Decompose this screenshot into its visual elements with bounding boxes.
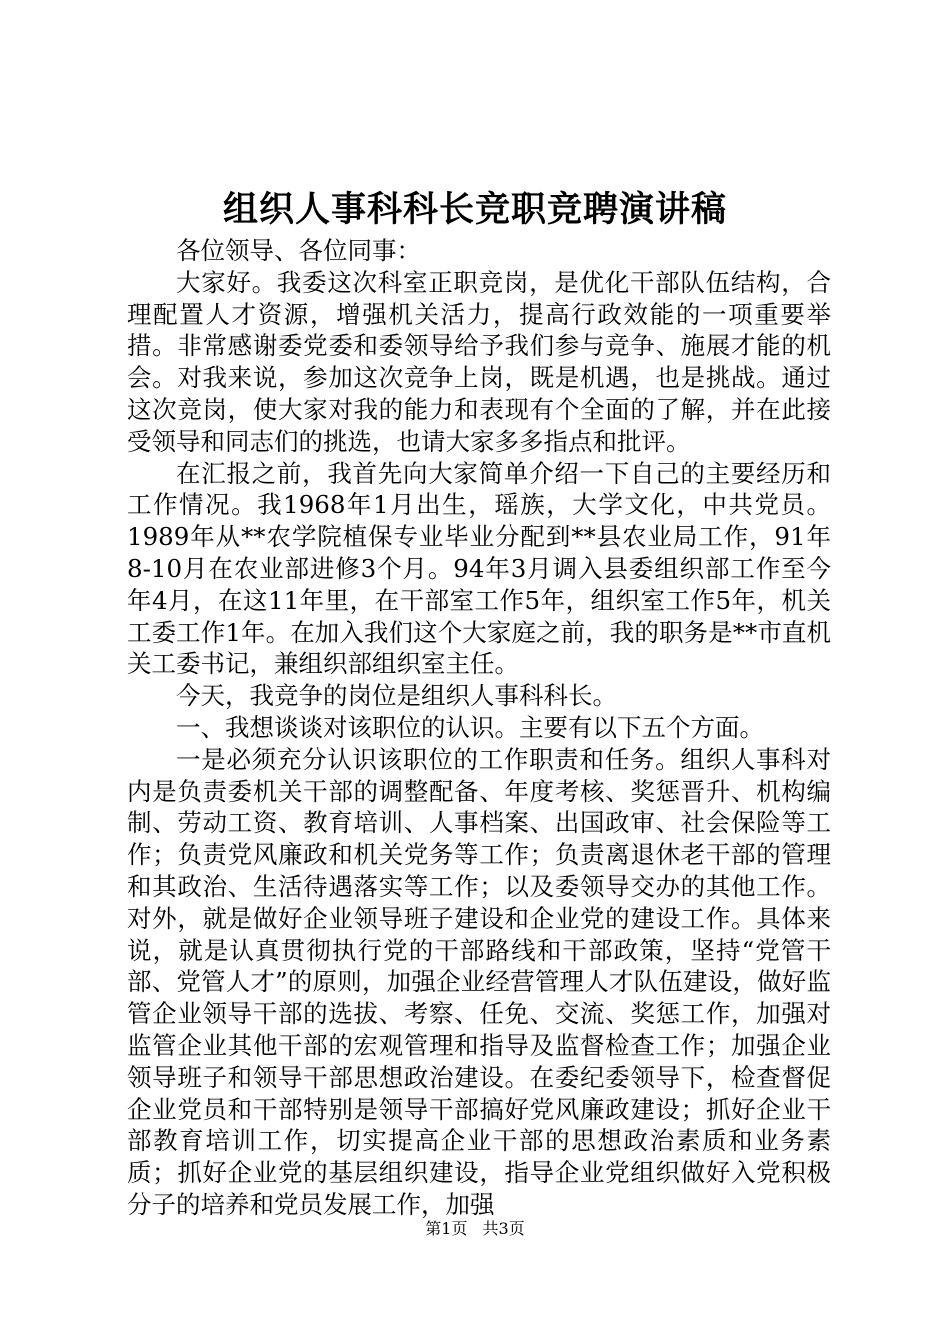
paragraph-greeting: 大家好。我委这次科室正职竞岗，是优化干部队伍结构，合理配置人才资源，增强机关活力，提高行政效能的一项重要举措。非常感谢委党委和委领导给予我们参与竞争、施展才能的机会。对我来说，参加这次竞争上岗，既是机遇，也是挑战。通过这次竞岗，使大家对我的能力和表现有个全面的了解，并在此接受领导和同志们的挑选，也请大家多多指点和批评。 [127, 267, 831, 456]
paragraph-salutation: 各位领导、各位同事： [176, 236, 421, 265]
paragraph-background: 在汇报之前，我首先向大家简单介绍一下自己的主要经历和工作情况。我1968年1月出生，瑶族，大学文化，中共党员。1989年从**农学院植保专业毕业分配到**县农业局工作，91年8-10月在农业部进修3个月。94年3月调入县委组织部工作至今年4月，在这11年里，在干部室工作5年，组织室工作5年，机关工委工作1年。在加入我们这个大家庭之前，我的职务是**市直机关工委书记，兼组织部组织室主任。 [127, 458, 831, 679]
page-footer [0, 1218, 950, 1240]
page-number-total: 共3页 [482, 1219, 525, 1238]
document-title: 组织人事科科长竞职竞聘演讲稿 [222, 189, 727, 230]
paragraph-position: 今天，我竞争的岗位是组织人事科科长。 [176, 681, 617, 711]
paragraph-duties: 一是必须充分认识该职位的工作职责和任务。组织人事科对内是负责委机关干部的调整配备、年度考核、奖惩晋升、机构编制、劳动工资、教育培训、人事档案、出国政审、社会保险等工作；负责党风廉政和机关党务等工作；负责离退休老干部的管理和其政治、生活待遇落实等工作；以及委领导交办的其他工作。对外，就是做好企业领导班子建设和企业党的建设工作。具体来说，就是认真贯彻执行党的干部路线和干部政策，坚持“党管干部、党管人才”的原则，加强企业经营管理人才队伍建设，做好监管企业领导干部的选拔、考察、任免、交流、奖惩工作，加强对监管企业其他干部的宏观管理和指导及监督检查工作；加强企业领导班子和领导干部思想政治建设。在委纪委领导下，检查督促企业党员和干部特别是领导干部搞好党风廉政建设；抓好企业干部教育培训工作，切实提高企业干部的思想政治素质和业务素质；抓好企业党的基层组织建设，指导企业党组织做好入党积极分子的培养和党员发展工作，加强 [127, 744, 831, 1219]
paragraph-section-heading: 一、我想谈谈对该职位的认识。主要有以下五个方面。 [176, 712, 764, 742]
page-number-current: 第1页 [425, 1219, 468, 1238]
document-body [127, 235, 831, 1221]
